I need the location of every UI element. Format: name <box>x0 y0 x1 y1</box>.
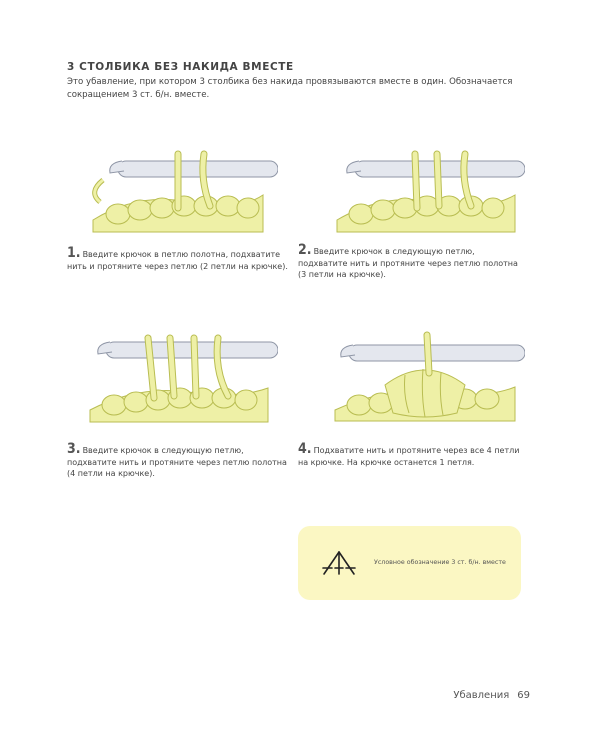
page-number: 69 <box>517 690 530 701</box>
step-2-description: Введите крючок в следующую петлю, подхватите нить и протяните через петлю полотна (3 петли на крючке). <box>298 247 518 279</box>
legend-box <box>298 526 521 600</box>
legend-caption: Условное обозначение 3 ст. б/н. вместе <box>374 559 506 566</box>
chapter-name: Убавления <box>453 690 510 701</box>
step-2-illustration <box>325 140 525 240</box>
step-3-text <box>67 441 292 480</box>
step-2-number: 2. <box>298 242 312 258</box>
step-3-illustration <box>78 330 278 430</box>
step-4-number: 4. <box>298 441 312 457</box>
step-4-description: Подхватите нить и протяните через все 4 петли на крючке. На крючке останется 1 петля. <box>298 446 520 467</box>
step-1-illustration <box>78 140 278 240</box>
step-2-text <box>298 242 523 281</box>
page-footer <box>453 690 530 701</box>
section-intro: Это убавление, при котором 3 столбика без накида провязываются вместе в один. Обозначается сокращением 3 ст. б/н. вместе. <box>67 77 513 100</box>
step-1-number: 1. <box>67 245 81 261</box>
step-1-text <box>67 245 292 272</box>
step-1-description: Введите крючок в петлю полотна, подхватите нить и протяните через петлю (2 петли на крючке). <box>67 250 288 271</box>
three-sc-together-symbol-icon <box>320 549 358 577</box>
step-4-text <box>298 441 523 468</box>
step-3-number: 3. <box>67 441 81 457</box>
step-4-illustration <box>325 325 525 430</box>
step-3-description: Введите крючок в следующую петлю, подхватите нить и протяните через петлю полотна (4 петли на крючке). <box>67 446 287 478</box>
section-heading: 3 СТОЛБИКА БЕЗ НАКИДА ВМЕСТЕ <box>67 61 294 73</box>
